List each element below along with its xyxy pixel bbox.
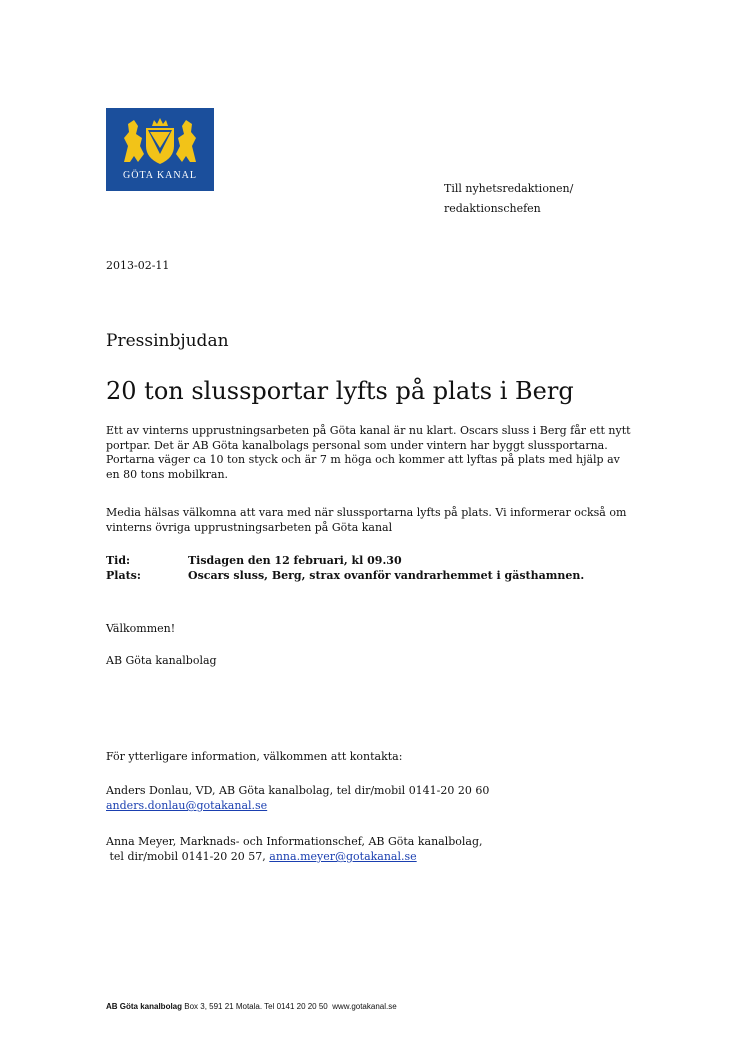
recipient-line: redaktionschefen — [444, 202, 541, 215]
document-date: 2013-02-11 — [106, 259, 170, 272]
detail-row-place — [106, 568, 584, 583]
footer-company: AB Göta kanalbolag — [106, 1002, 183, 1011]
lions-emblem-icon — [120, 116, 200, 168]
contact-info: Anders Donlau, VD, AB Göta kanalbolag, tel dir/mobil 0141-20 20 60 — [106, 784, 490, 797]
footer-details: Box 3, 591 21 Motala. Tel 0141 20 20 50 www.gotakanal.se — [182, 1002, 397, 1011]
detail-value: Tisdagen den 12 februari, kl 09.30 — [188, 554, 402, 567]
contact-phone-line — [106, 849, 483, 864]
email-link[interactable]: anders.donlau@gotakanal.se — [106, 799, 268, 812]
detail-label: Plats: — [106, 569, 141, 582]
contact-intro: För ytterligare information, välkommen att kontakta: — [106, 750, 403, 763]
detail-value: Oscars sluss, Berg, strax ovanför vandrarhemmet i gästhamnen. — [188, 569, 585, 582]
press-invitation-label: Pressinbjudan — [106, 331, 229, 351]
headline: 20 ton slussportar lyfts på plats i Berg — [106, 377, 574, 405]
footer — [106, 1002, 397, 1011]
signature: AB Göta kanalbolag — [106, 654, 217, 667]
contact-info: Anna Meyer, Marknads- och Informationschef, AB Göta kanalbolag, — [106, 835, 483, 848]
recipient-block — [444, 179, 573, 219]
body-paragraph: Media hälsas välkomna att vara med när slussportarna lyfts på plats. Vi informerar också om vinterns övriga upprustningsarbeten på Göta kanal — [106, 506, 627, 534]
email-link[interactable]: anna.meyer@gotakanal.se — [269, 850, 417, 863]
gota-kanal-logo — [106, 108, 214, 191]
recipient-line: Till nyhetsredaktionen/ — [444, 182, 574, 195]
contact-block — [106, 783, 489, 813]
event-details — [106, 553, 584, 583]
detail-label: Tid: — [106, 554, 131, 567]
detail-row-time — [106, 553, 584, 568]
body-paragraph: Ett av vinterns upprustningsarbeten på Göta kanal är nu klart. Oscars sluss i Berg får ett nytt portpar. Det är AB Göta kanalbolags personal som under vintern har byggt slussportarna. Portarna väger ca 10 ton styck och är 7 m höga och kommer att lyftas på plats med hjälp av en 80 tons mobilkran. — [106, 424, 631, 481]
logo-text: GÖTA KANAL — [123, 170, 197, 181]
contact-phone: tel dir/mobil 0141-20 20 57, — [106, 850, 270, 863]
contact-block — [106, 834, 483, 864]
welcome-text: Välkommen! — [106, 622, 176, 635]
